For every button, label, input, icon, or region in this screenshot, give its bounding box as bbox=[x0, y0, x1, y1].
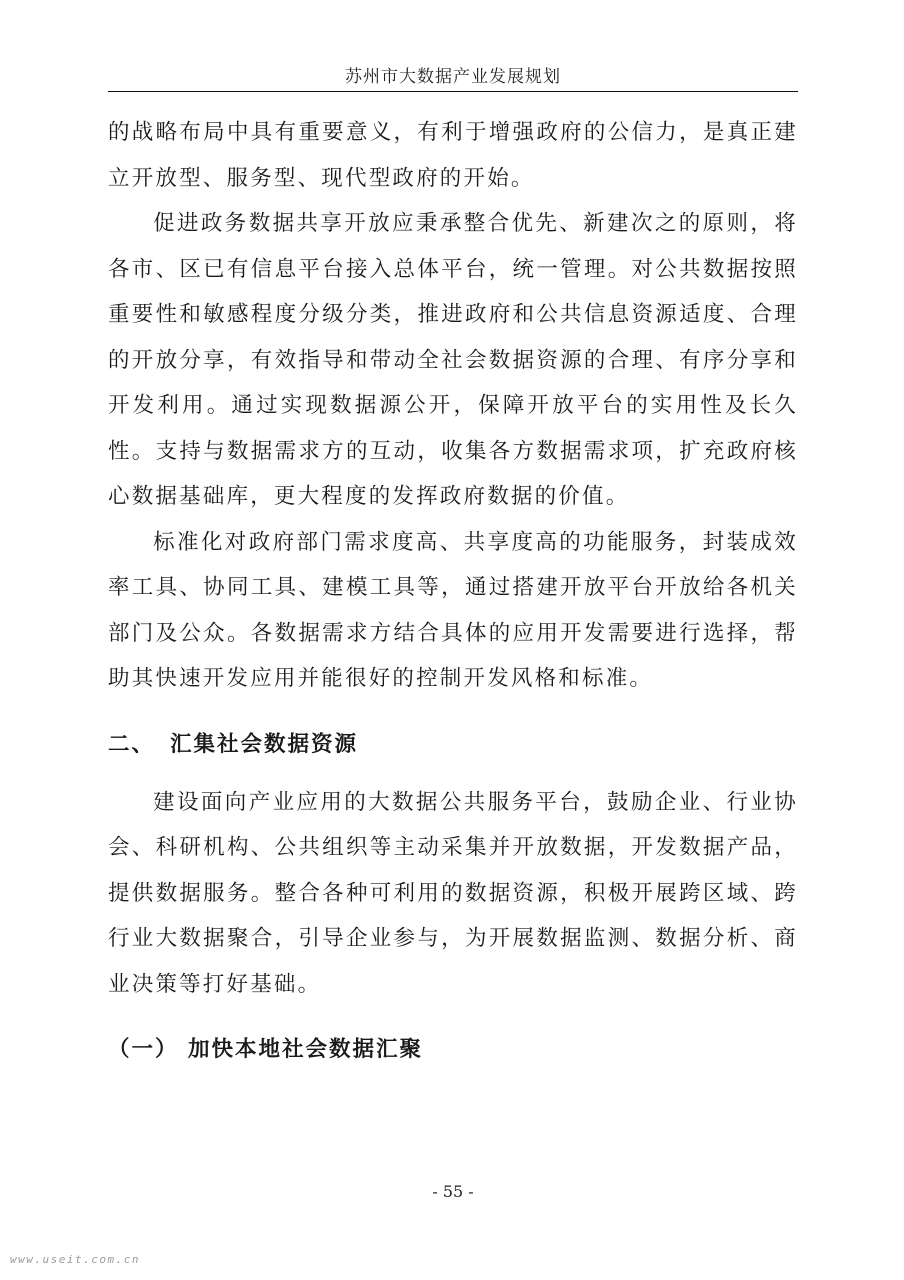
page-number: - 55 - bbox=[432, 1182, 474, 1201]
subsection-heading: （一） 加快本地社会数据汇聚 bbox=[108, 1037, 423, 1062]
section-number: 二、 bbox=[108, 731, 156, 757]
section-title: 汇集社会数据资源 bbox=[170, 731, 359, 757]
paragraph-4: 建设面向产业应用的大数据公共服务平台，鼓励企业、行业协会、科研机构、公共组织等主动采集并开放数据，开发数据产品，提供数据服务。整合各种可利用的数据资源，积极开展跨区域、跨行业大数据聚合，引导企业参与，为开展数据监测、数据分析、商业决策等打好基础。 bbox=[108, 789, 798, 997]
paragraph-1: 的战略布局中具有重要意义，有利于增强政府的公信力，是真正建立开放型、服务型、现代型政府的开始。 bbox=[108, 120, 798, 191]
paragraph-3: 标准化对政府部门需求度高、共享度高的功能服务，封装成效率工具、协同工具、建模工具等，通过搭建开放平台开放给各机关部门及公众。各数据需求方结合具体的应用开发需要进行选择，帮助其快速开发应用并能很好的控制开发风格和标准。 bbox=[108, 529, 798, 691]
document-body bbox=[108, 110, 798, 1072]
page-header-title: 苏州市大数据产业发展规划 bbox=[345, 67, 561, 87]
paragraph-2: 促进政务数据共享开放应秉承整合优先、新建次之的原则，将各市、区已有信息平台接入总体平台，统一管理。对公共数据按照重要性和敏感程度分级分类，推进政府和公共信息资源适度、合理的开放分享，有效指导和带动全社会数据资源的合理、有序分享和开发利用。通过实现数据源公开，保障开放平台的实用性及长久性。支持与数据需求方的互动，收集各方数据需求项，扩充政府核心数据基础库，更大程度的发挥政府数据的价值。 bbox=[108, 211, 798, 509]
header-divider bbox=[108, 91, 798, 92]
section-heading bbox=[108, 722, 798, 767]
watermark: www.useit.com.cn bbox=[10, 1253, 140, 1266]
